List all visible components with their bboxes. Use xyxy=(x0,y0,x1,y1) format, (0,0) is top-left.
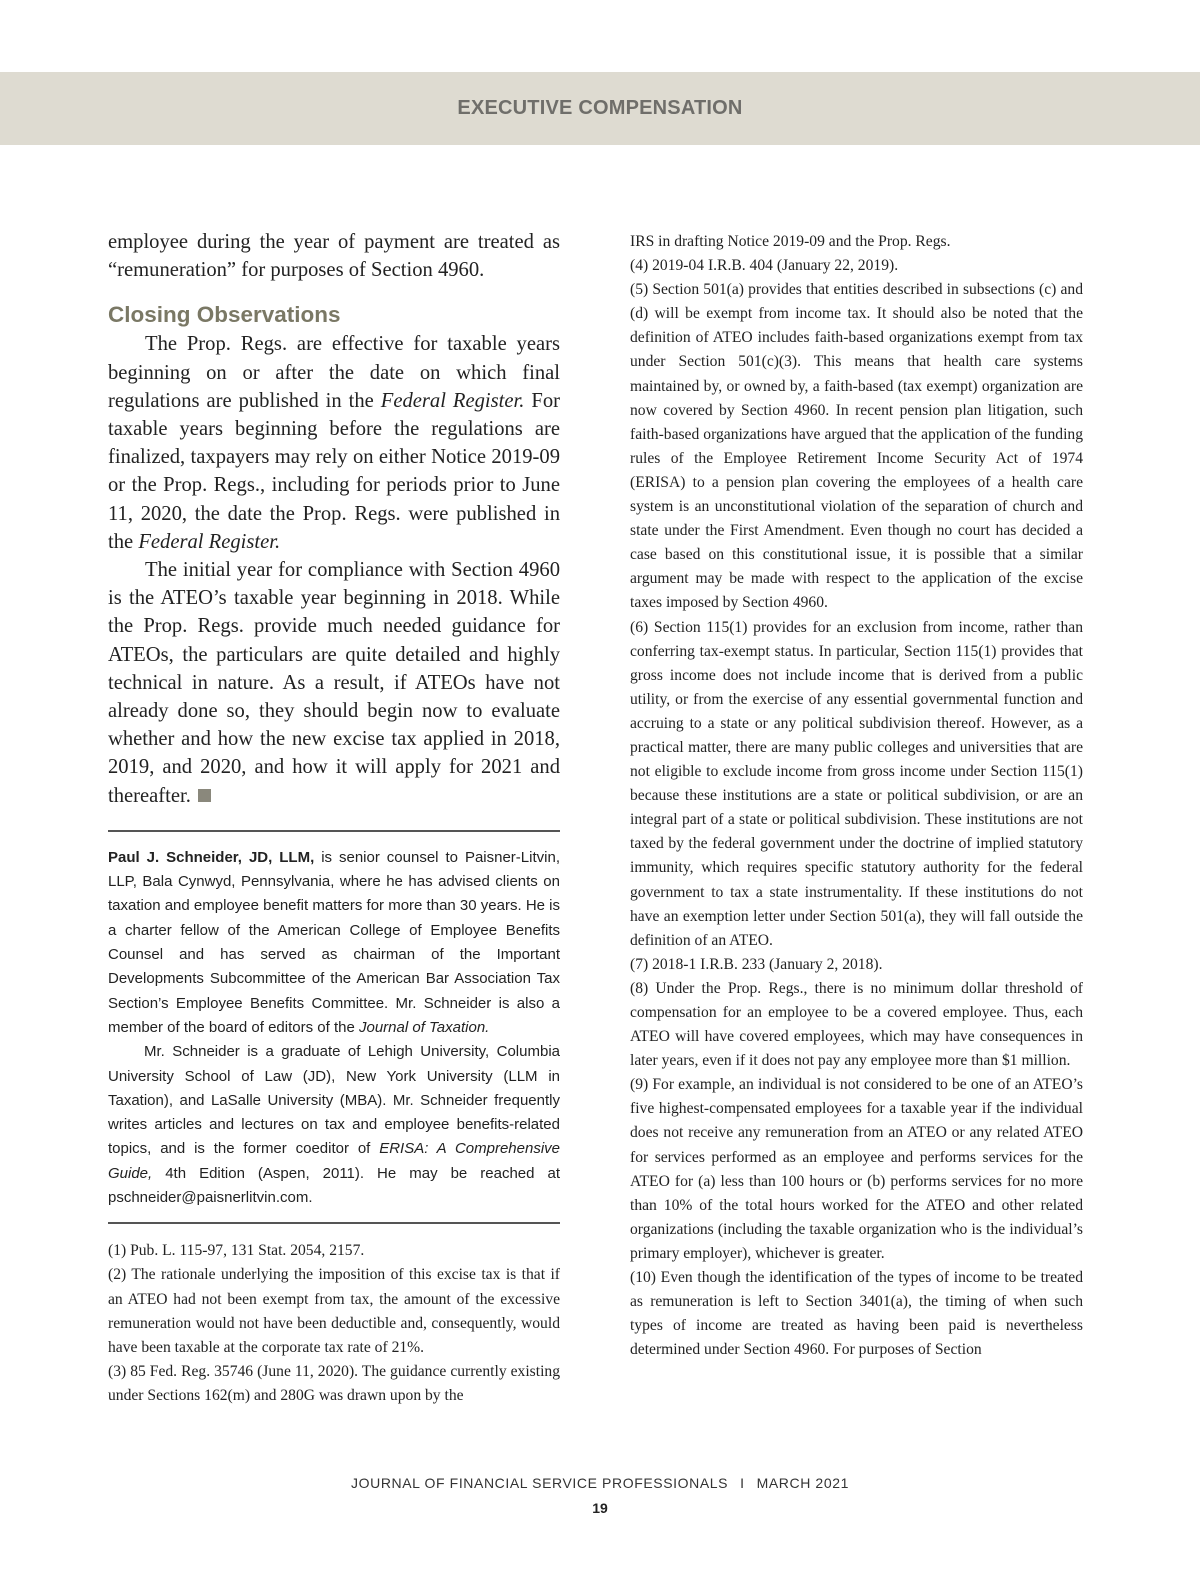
right-column xyxy=(630,230,1083,1362)
italic-run: Federal Register. xyxy=(138,530,281,553)
text-run: The Prop. Regs. are effective for taxable years beginning on or after the date on which final regulations are published in the xyxy=(108,333,560,412)
closing-paragraph-1 xyxy=(108,330,560,556)
divider xyxy=(108,830,560,832)
italic-run: Federal Register. xyxy=(380,389,525,412)
section-heading: Closing Observations xyxy=(108,302,341,328)
divider xyxy=(108,1222,560,1224)
endnote: (6) Section 115(1) provides for an exclusion from income, rather than conferring tax-exempt status. In particular, Section 115(1) provides that gross income does not include income that is derived from a public utility, or from the exercise of any essential governmental function and accruing to a state or any political subdivision thereof. However, as a practical matter, there are many public colleges and universities that are not eligible to exclude income from gross income under Section 115(1) because these institutions are a state or political subdivision, or are an integral part of a state or political subdivision. These institutions are not taxed by the federal government under the doctrine of implied statutory immunity, which requires specific statutory authority for the federal government to tax a state instrumentality. If these institutions do not have an exemption letter under Section 501(a), they will fall outside the definition of an ATEO. xyxy=(630,618,1083,949)
endnote: (2) The rationale underlying the imposition of this excise tax is that if an ATEO had not been exempt from tax, the amount of the excessive remuneration would not have been deductible and, consequently, would have been taxable at the corporate tax rate of 21%. xyxy=(108,1266,560,1356)
text-run: The initial year for compliance with Section 4960 is the ATEO’s taxable year beginning in 2018. While the Prop. Regs. provide much needed guidance for ATEOs, the particulars are quite detailed and highly technical in nature. As a result, if ATEOs have not already done so, they should begin now to evaluate whether and how the new excise tax applied in 2018, 2019, and 2020, and how it will apply for 2021 and thereafter. xyxy=(108,559,560,807)
bio-paragraph-2 xyxy=(108,1040,560,1210)
page-footer xyxy=(0,1475,1200,1491)
endnote: (10) Even though the identification of the types of income to be treated as remuneration is left to Section 3401(a), the timing of when such types of income are treated as having been paid is nevertheless determined under Section 4960. For purposes of Section xyxy=(630,1269,1083,1359)
issue-date: MARCH 2021 xyxy=(756,1475,849,1491)
section-banner xyxy=(0,72,1200,145)
continuation-paragraph: employee during the year of payment are treated as “remuneration” for purposes of Section 4960. xyxy=(108,231,560,282)
text-run: 4th Edition (Aspen, 2011). He may be reached at pschneider@paisnerlitvin.com. xyxy=(108,1164,560,1207)
left-column xyxy=(108,228,560,1408)
author-bio xyxy=(108,846,560,1210)
text-run: is senior counsel to Paisner-Litvin, LLP, Bala Cynwyd, Pennsylvania, where he has advised clients on taxation and employee benefit matters for more than 30 years. He is a charter fellow of the American College of Employee Benefits Counsel and has served as chairman of the Important Developments Subcommittee of the American Bar Association Tax Section’s Employee Benefits Committee. Mr. Schneider is also a member of the board of editors of the xyxy=(108,848,560,1036)
endnote: (8) Under the Prop. Regs., there is no minimum dollar threshold of compensation for an employee to be a covered employee. Thus, each ATEO will have covered employees, which may have consequences in later years, even if it does not pay any employee more than $1 million. xyxy=(630,979,1083,1070)
endnote: (7) 2018-1 I.R.B. 233 (January 2, 2018). xyxy=(630,955,883,973)
closing-paragraph-2 xyxy=(108,556,560,810)
text-run: Mr. Schneider is a graduate of Lehigh University, Columbia University School of Law (JD), New York University (LLM in Taxation), and LaSalle University (MBA). Mr. Schneider frequently writes articles and lectures on tax and employee benefits-related topics, and is the former coeditor of xyxy=(108,1043,560,1158)
section-title: EXECUTIVE COMPENSATION xyxy=(457,97,743,119)
italic-run: Journal of Taxation. xyxy=(358,1018,490,1036)
page-number: 19 xyxy=(592,1500,608,1516)
footer-separator: I xyxy=(740,1475,745,1491)
endnote: IRS in drafting Notice 2019-09 and the Prop. Regs. xyxy=(630,233,951,250)
endnote: (1) Pub. L. 115-97, 131 Stat. 2054, 2157. xyxy=(108,1242,365,1260)
endnote: (3) 85 Fed. Reg. 35746 (June 11, 2020). The guidance currently existing under Sections 162(m) and 280G was drawn upon by the xyxy=(108,1362,560,1404)
end-of-article-mark xyxy=(198,789,211,802)
author-name: Paul J. Schneider, JD, LLM, xyxy=(108,848,315,866)
endnote: (5) Section 501(a) provides that entities described in subsections (c) and (d) will be exempt from income tax. It should also be noted that the definition of ATEO includes faith-based organizations exempt from tax under Section 501(c)(3). This means that health care systems maintained by, or owned by, a faith-based (tax exempt) organization are now covered by Section 4960. In recent pension plan litigation, such faith-based organizations have argued that the application of the funding rules of the Employee Retirement Income Security Act of 1974 (ERISA) to a pension plan covering the employees of a health care system is an unconstitutional violation of the separation of church and state under the First Amendment. Even though no court has decided a case based on this constitutional issue, it is possible that a similar argument may be made with respect to the application of the excise taxes imposed by Section 4960. xyxy=(630,281,1083,612)
journal-name: JOURNAL OF FINANCIAL SERVICE PROFESSIONALS xyxy=(351,1475,729,1491)
italic-run: ERISA: A Comprehensive Guide, xyxy=(108,1140,560,1182)
endnote: (4) 2019-04 I.R.B. 404 (January 22, 2019). xyxy=(630,257,899,275)
endnote: (9) For example, an individual is not considered to be one of an ATEO’s five highest-compensated employees for a taxable year if the individual does not receive any remuneration from an ATEO or any related ATEO for services performed as an employee and performs services for the ATEO for (a) less than 100 hours or (b) performs services for no more than 10% of the total hours worked for the ATEO and other related organizations (including the taxable organization who is the individual’s primary employer), whichever is greater. xyxy=(630,1076,1083,1262)
endnotes-left xyxy=(108,1239,560,1408)
text-run: For taxable years beginning before the regulations are finalized, taxpayers may rely on either Notice 2019-09 or the Prop. Regs., including for periods prior to June 11, 2020, the date the Prop. Regs. were published in the xyxy=(108,389,560,553)
bio-paragraph-1 xyxy=(108,846,560,1040)
